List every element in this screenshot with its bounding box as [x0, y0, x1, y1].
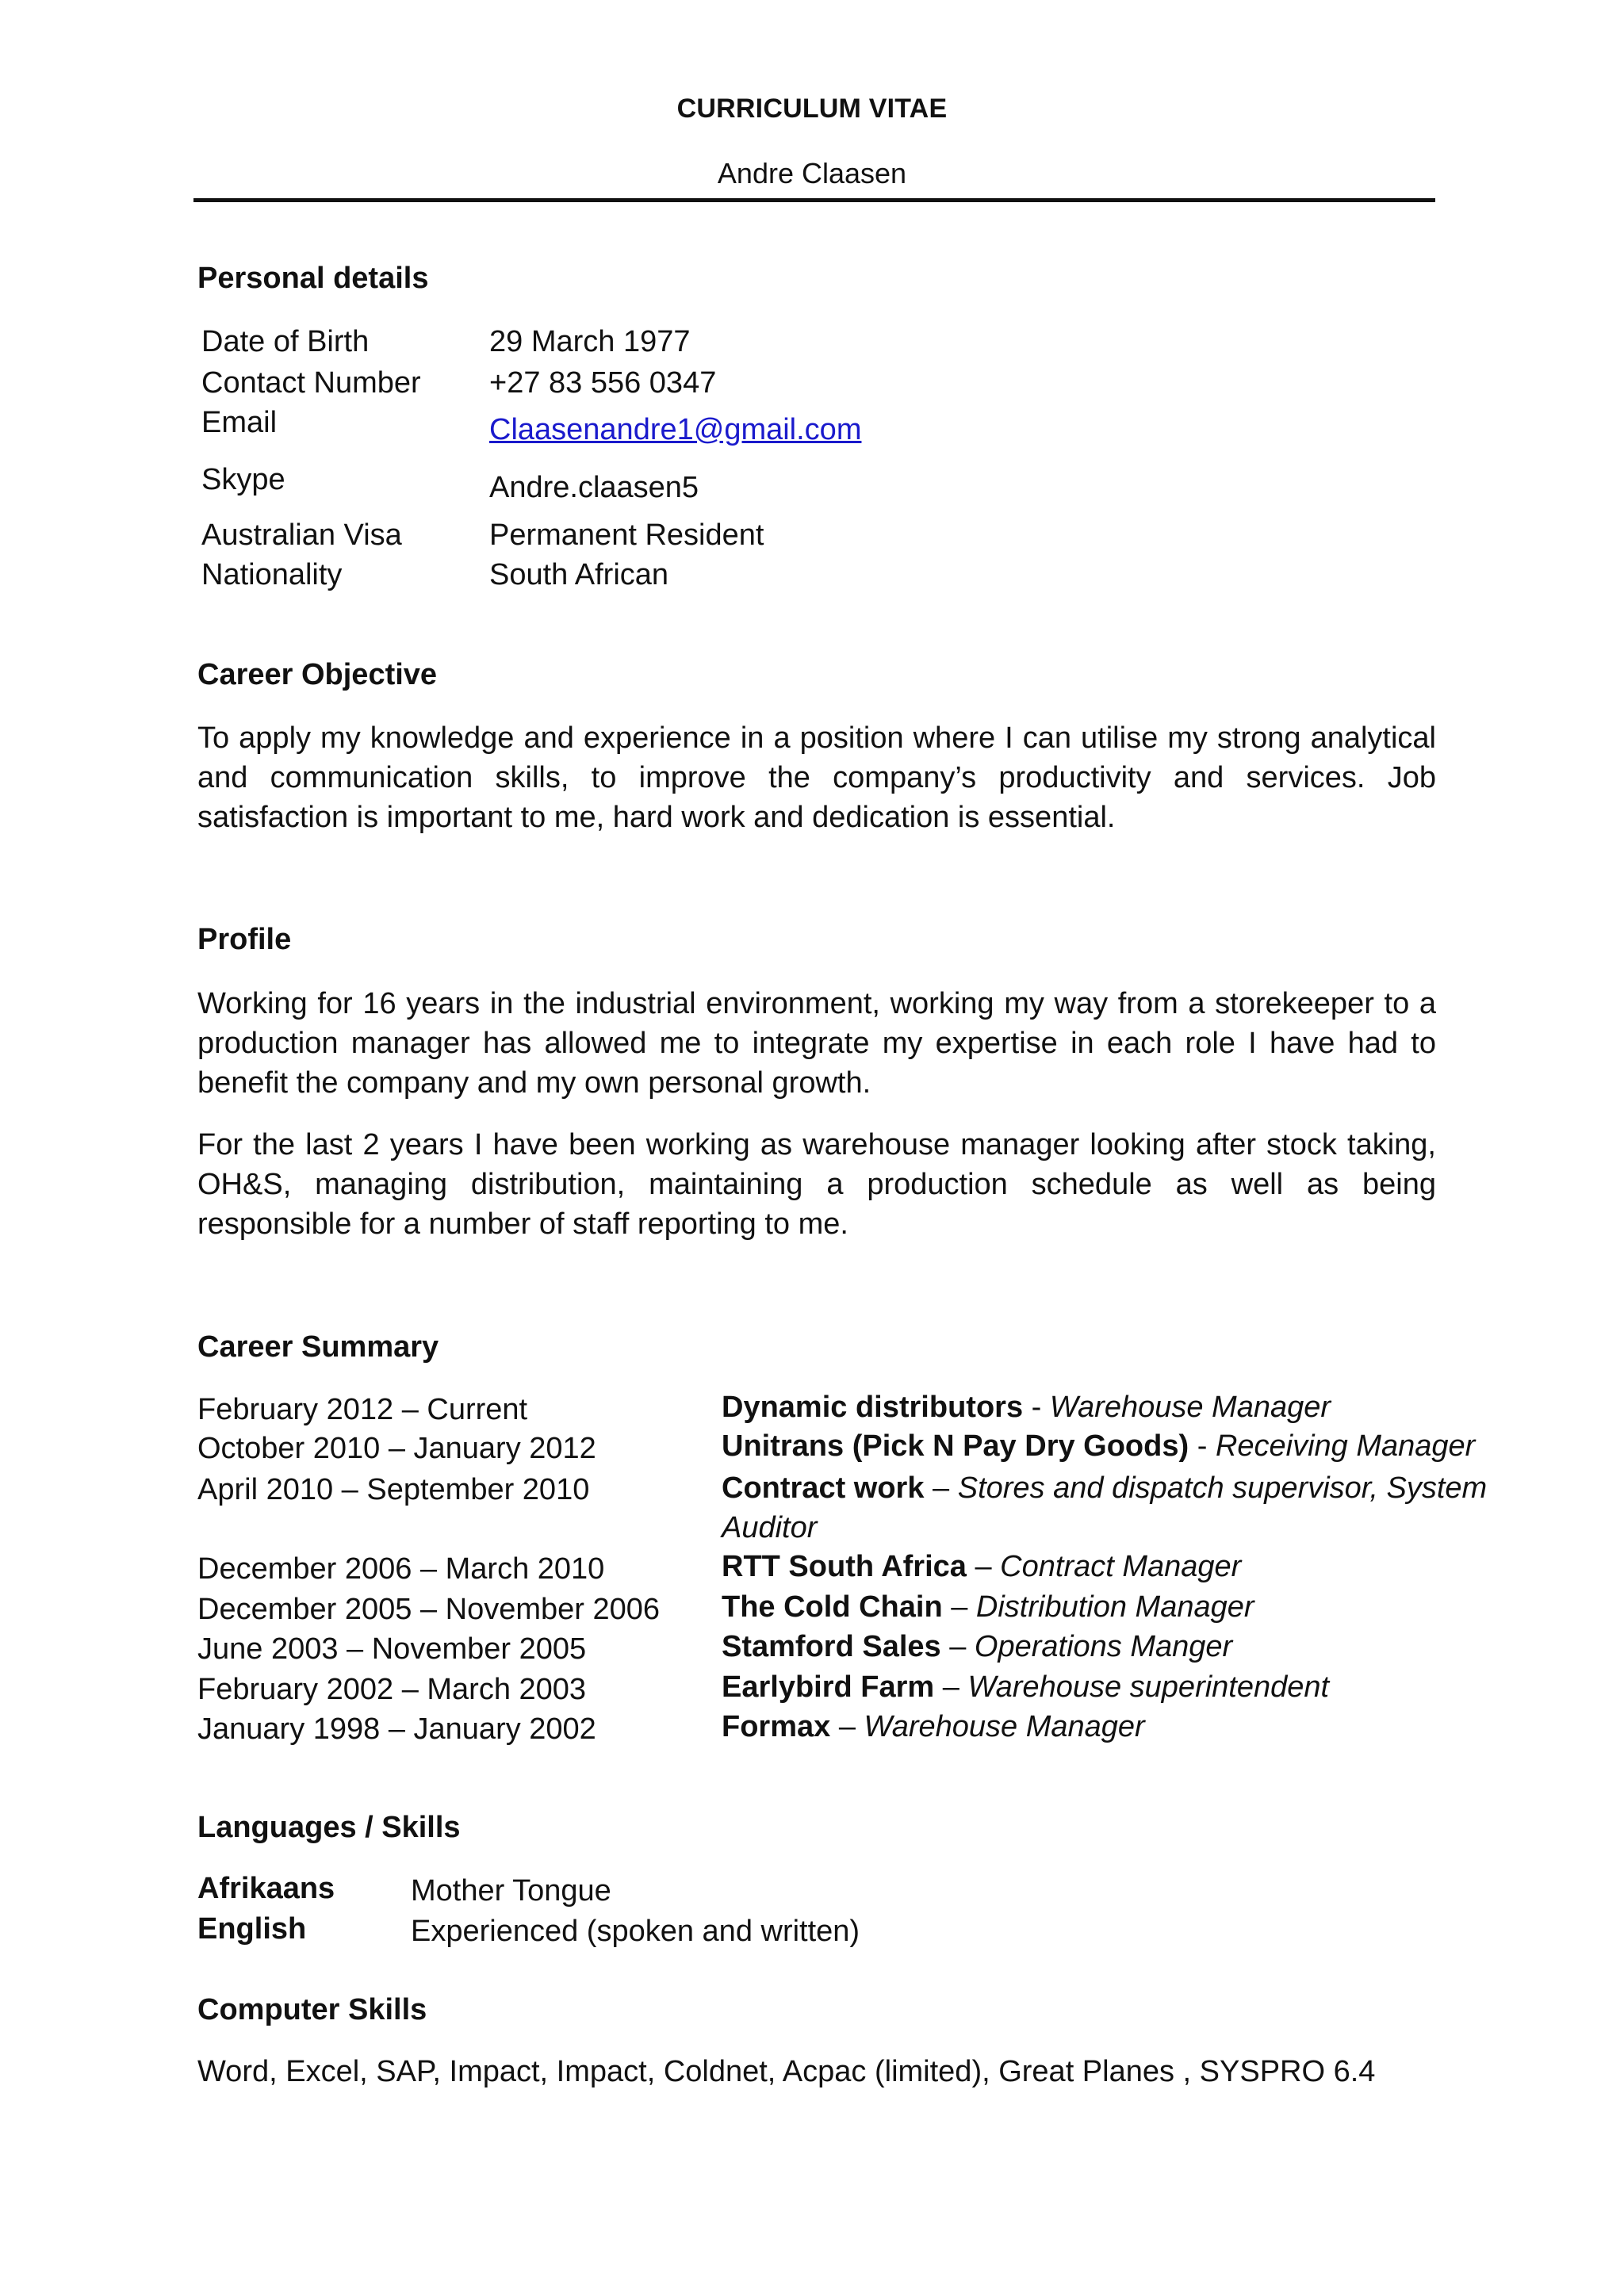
career-dates: December 2005 – November 2006	[197, 1593, 661, 1626]
career-objective-heading: Career Objective	[197, 658, 438, 691]
career-role	[722, 1391, 1331, 1425]
career-dates: October 2010 – January 2012	[197, 1432, 596, 1465]
email-link[interactable]: Claasenandre1@gmail.com	[489, 413, 862, 446]
career-dates: January 1998 – January 2002	[197, 1712, 596, 1746]
career-dates: June 2003 – November 2005	[197, 1632, 587, 1666]
role-separator: –	[924, 1471, 958, 1505]
role-separator: -	[1189, 1429, 1216, 1463]
career-role	[722, 1630, 1232, 1664]
dob-value: 29 March 1977	[489, 325, 691, 358]
job-title: Contract Manager	[1000, 1550, 1242, 1583]
job-title: Stores and dispatch supervisor, System	[957, 1471, 1488, 1505]
career-role	[722, 1590, 1254, 1624]
contact-number-value: +27 83 556 0347	[489, 366, 717, 400]
career-objective-text: To apply my knowledge and experience in a position where I can utilise my strong analytical and communication skills, to improve the company’s productivity and services. Job satisfaction is important to me, hard work and dedication is essential.	[197, 721, 1436, 834]
language-level: Experienced (spoken and written)	[411, 1915, 860, 1948]
role-separator: –	[966, 1550, 1001, 1583]
company-name: Contract work	[722, 1471, 925, 1505]
career-role	[722, 1471, 1487, 1506]
career-dates: April 2010 – September 2010	[197, 1473, 590, 1506]
languages-heading: Languages / Skills	[197, 1811, 461, 1844]
header-divider	[193, 198, 1435, 202]
profile-paragraph: For the last 2 years I have been working as warehouse manager looking after stock taking, OH&S, managing distribution, maintaining a production schedule as well as being responsible for a number of staff reporting to me.	[197, 1128, 1436, 1241]
career-role	[722, 1550, 1241, 1584]
career-role	[722, 1429, 1475, 1464]
career-role	[722, 1670, 1329, 1705]
job-title: Auditor	[722, 1511, 818, 1544]
dob-label: Date of Birth	[201, 325, 370, 358]
profile-paragraph: Working for 16 years in the industrial environment, working my way from a storekeeper to a production manager has allowed me to integrate my expertise in each role I have had to benefit the company and my own personal growth.	[197, 987, 1436, 1100]
skype-label: Skype	[201, 463, 285, 496]
career-dates: February 2002 – March 2003	[197, 1673, 587, 1706]
company-name: Dynamic distributors	[722, 1391, 1024, 1424]
job-title: Warehouse Manager	[1049, 1391, 1331, 1424]
role-separator: –	[942, 1590, 976, 1624]
australian-visa-label: Australian Visa	[201, 519, 402, 552]
career-dates: December 2006 – March 2010	[197, 1552, 605, 1586]
language-level: Mother Tongue	[411, 1874, 611, 1908]
company-name: Stamford Sales	[722, 1630, 941, 1663]
contact-number-label: Contact Number	[201, 366, 421, 400]
job-title: Distribution Manager	[975, 1590, 1254, 1624]
company-name: RTT South Africa	[722, 1550, 967, 1583]
email-label: Email	[201, 406, 278, 439]
role-separator: –	[830, 1710, 864, 1743]
skype-value: Andre.claasen5	[489, 471, 699, 504]
company-name: Unitrans (Pick N Pay Dry Goods)	[722, 1429, 1189, 1463]
australian-visa-value: Permanent Resident	[489, 519, 764, 552]
nationality-label: Nationality	[201, 558, 343, 591]
role-separator: –	[940, 1630, 975, 1663]
document-title: CURRICULUM VITAE	[676, 94, 948, 124]
job-title: Warehouse Manager	[864, 1710, 1145, 1743]
job-title: Receiving Manager	[1215, 1429, 1476, 1463]
career-role-continued	[722, 1511, 817, 1545]
personal-details-heading: Personal details	[197, 262, 429, 295]
role-separator: –	[934, 1670, 968, 1704]
nationality-value: South African	[489, 558, 669, 591]
company-name: Earlybird Farm	[722, 1670, 935, 1704]
profile-heading: Profile	[197, 923, 292, 956]
candidate-name: Andre Claasen	[717, 157, 907, 189]
company-name: Formax	[722, 1710, 831, 1743]
career-role	[722, 1710, 1145, 1744]
role-separator: -	[1023, 1391, 1050, 1424]
job-title: Operations Manger	[974, 1630, 1233, 1663]
company-name: The Cold Chain	[722, 1590, 943, 1624]
computer-skills-text: Word, Excel, SAP, Impact, Impact, Coldnet, Acpac (limited), Great Planes , SYSPRO 6.4	[197, 2055, 1376, 2088]
career-dates: February 2012 – Current	[197, 1393, 528, 1426]
language-name: Afrikaans	[197, 1872, 335, 1905]
computer-skills-heading: Computer Skills	[197, 1993, 427, 2026]
career-summary-heading: Career Summary	[197, 1330, 439, 1364]
job-title: Warehouse superintendent	[967, 1670, 1330, 1704]
language-name: English	[197, 1912, 307, 1946]
